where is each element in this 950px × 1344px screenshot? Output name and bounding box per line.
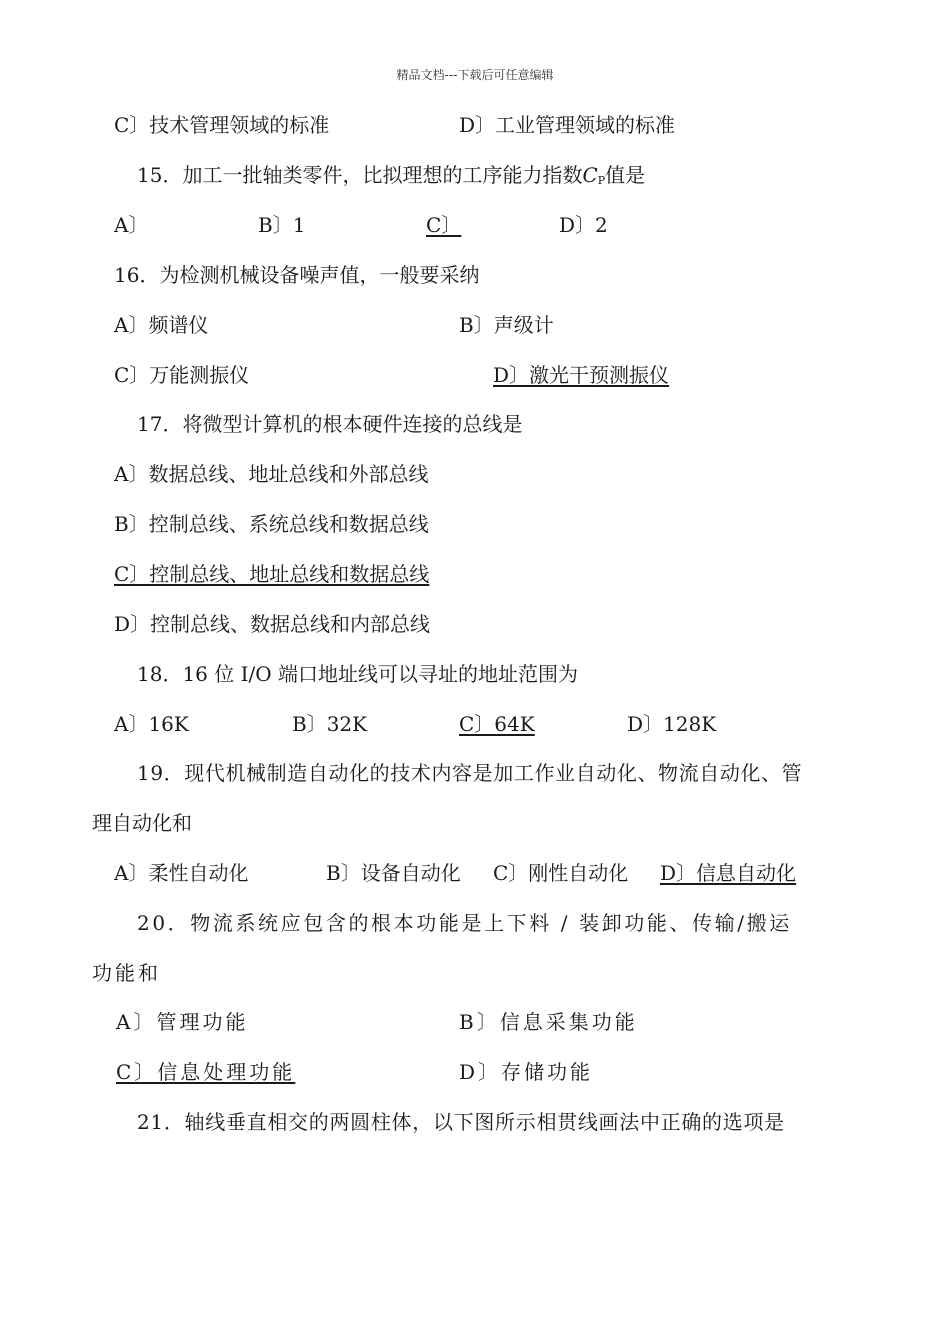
q15-options-row	[0, 210, 950, 240]
q15-stem-tail: 值是	[605, 163, 646, 187]
q15-option-b: B〕1	[258, 213, 306, 237]
q15-stem-variable: C	[582, 163, 598, 187]
q19-stem-row-1	[0, 758, 950, 788]
q16-option-d-answer: D〕激光干预测振仪	[493, 363, 670, 387]
q20-option-a: A〕管理功能	[116, 1010, 249, 1034]
page-header: 精品文档---下载后可任意编辑	[396, 68, 554, 82]
q14-option-c: C〕技术管理领域的标准	[114, 113, 330, 137]
q17-option-b: B〕控制总线、系统总线和数据总线	[114, 512, 429, 536]
q14-options-row	[0, 110, 950, 140]
q19-stem-row-2	[0, 808, 950, 838]
q15-stem	[137, 160, 645, 196]
q15-stem-row	[0, 160, 950, 190]
q20-option-d: D〕存储功能	[459, 1060, 594, 1084]
q16-option-c: C〕万能测振仪	[114, 363, 250, 387]
q20-options-row-1	[0, 1007, 950, 1037]
q18-option-a: A〕16K	[114, 712, 189, 736]
q15-option-a: A〕	[114, 213, 149, 237]
q15-option-c-answer: C〕	[426, 213, 462, 237]
q19-option-c: C〕刚性自动化	[493, 861, 629, 885]
q17-option-c-answer: C〕控制总线、地址总线和数据总线	[114, 562, 430, 586]
q16-options-row-2	[0, 360, 950, 390]
q17-option-d: D〕控制总线、数据总线和内部总线	[114, 612, 431, 636]
q18-stem: 18．16 位 I/O 端口地址线可以寻址的地址范围为	[137, 662, 579, 686]
q18-stem-row	[0, 659, 950, 689]
q18-option-d: D〕128K	[627, 712, 717, 736]
q20-option-c-answer: C〕信息处理功能	[116, 1060, 296, 1084]
q15-option-d: D〕2	[559, 213, 608, 237]
q14-option-d: D〕工业管理领域的标准	[459, 113, 676, 137]
q17-stem-row	[0, 409, 950, 439]
q20-stem-row-2	[0, 958, 950, 988]
q20-stem-line1: 20．物流系统应包含的根本功能是上下料 / 装卸功能、传输/搬运	[137, 911, 792, 935]
q16-option-b: B〕声级计	[459, 313, 554, 337]
q15-stem-subscript: P	[597, 174, 606, 187]
q19-option-d-answer: D〕信息自动化	[660, 861, 797, 885]
q16-options-row-1	[0, 310, 950, 340]
q19-stem-line2: 理自动化和	[92, 811, 192, 835]
q19-stem-line1: 19．现代机械制造自动化的技术内容是加工作业自动化、物流自动化、管	[137, 761, 803, 785]
q17-option-d-row	[0, 609, 950, 639]
q18-option-c-answer: C〕64K	[459, 712, 535, 736]
q19-option-a: A〕柔性自动化	[114, 861, 249, 885]
q16-option-a: A〕频谱仪	[114, 313, 209, 337]
q16-stem-row	[0, 260, 950, 290]
q19-options-row	[0, 858, 950, 888]
q21-stem: 21．轴线垂直相交的两圆柱体，以下图所示相贯线画法中正确的选项是	[137, 1110, 785, 1134]
q18-options-row	[0, 709, 950, 739]
q17-option-a-row	[0, 459, 950, 489]
q19-option-b: B〕设备自动化	[326, 861, 461, 885]
q17-stem: 17．将微型计算机的根本硬件连接的总线是	[137, 412, 523, 436]
q20-stem-line2: 功能和	[92, 961, 161, 985]
q21-stem-row	[0, 1107, 950, 1137]
q20-options-row-2	[0, 1057, 950, 1087]
q20-option-b: B〕信息采集功能	[459, 1010, 638, 1034]
q17-option-a: A〕数据总线、地址总线和外部总线	[114, 462, 429, 486]
q18-option-b: B〕32K	[292, 712, 368, 736]
q15-stem-text: 15．加工一批轴类零件，比拟理想的工序能力指数	[137, 163, 583, 187]
q16-stem: 16．为检测机械设备噪声值，一般要采纳	[114, 263, 480, 287]
q17-option-c-row	[0, 559, 950, 589]
q20-stem-row-1	[0, 908, 950, 938]
q17-option-b-row	[0, 509, 950, 539]
